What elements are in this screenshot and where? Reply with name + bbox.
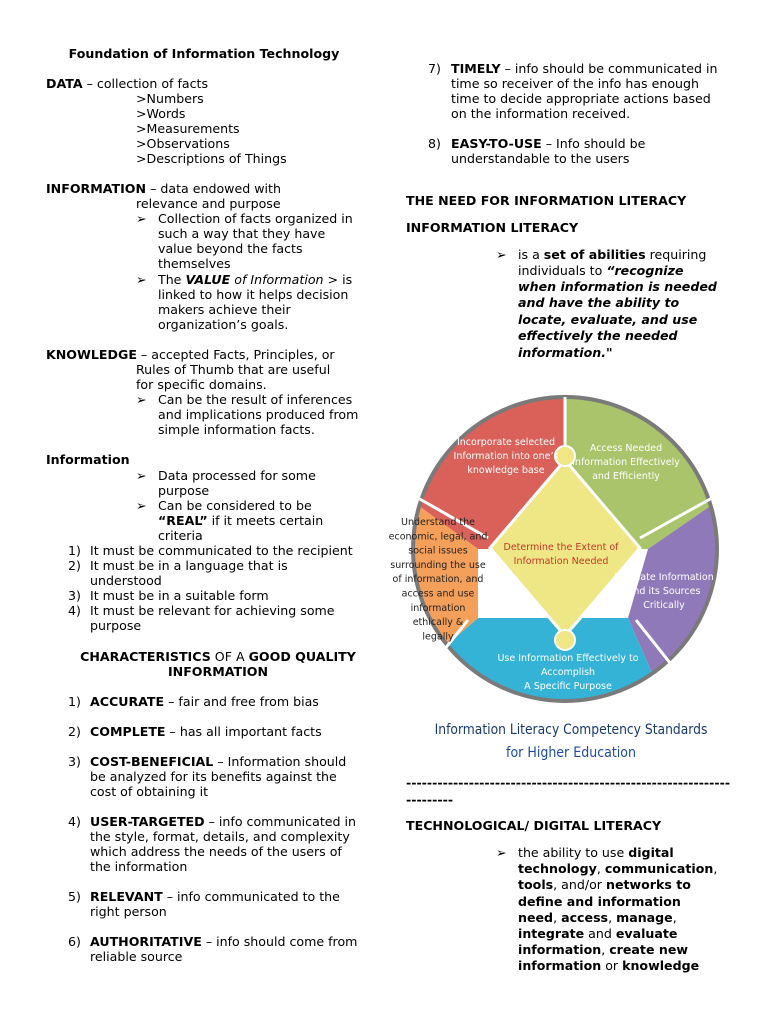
il-quote-line [518, 328, 678, 343]
bullet-line: linked to how it helps decision [158, 287, 349, 302]
real-term: “REAL” [158, 513, 208, 528]
standards-subtitle: for Higher Education [506, 745, 636, 761]
puzzle-label-evaluate: Critically [643, 600, 685, 611]
knowledge-definition [46, 347, 335, 362]
il-bullet-line-2 [518, 263, 684, 278]
knowledge-term: KNOWLEDGE [46, 347, 137, 362]
text: and have the ability to [518, 295, 680, 311]
information-heading: Information [46, 452, 130, 467]
arrow-bullet-icon: ➢ [136, 272, 147, 287]
information-literacy-heading: INFORMATION LITERACY [406, 220, 579, 235]
information-bullet-2 [136, 272, 352, 287]
tech-literacy-line [518, 958, 699, 973]
tech-literacy-line [518, 894, 681, 909]
text: , and/or [553, 877, 606, 893]
list-item: It must be relevant for achieving some [90, 603, 335, 618]
list-item: It must be in a language that is [90, 558, 288, 573]
list-number: 7) [428, 61, 441, 76]
need-heading: THE NEED FOR INFORMATION LITERACY [406, 193, 687, 208]
text: " [605, 344, 613, 360]
text: digital [628, 845, 674, 860]
text: – fair and free from bias [164, 694, 319, 709]
knowledge-def: – accepted Facts, Principles, or [136, 347, 335, 362]
text: integrate [518, 926, 585, 941]
bullet-line [136, 211, 353, 226]
il-bullet-line-1 [496, 247, 706, 262]
text: locate, evaluate, and use [518, 311, 698, 327]
puzzle-label-understand: social issues [408, 545, 468, 557]
characteristic-line: time to decide appropriate actions based [451, 91, 711, 106]
list-item: It must be communicated to the recipient [90, 543, 353, 558]
text: > is [323, 272, 353, 287]
characteristic-term: COMPLETE [90, 724, 166, 739]
text: Can be considered to be [158, 498, 312, 513]
list-number: 1) [68, 694, 81, 709]
knowledge-def-line-3: for specific domains. [136, 377, 267, 392]
arrow-bullet-icon: ➢ [496, 845, 507, 860]
il-quote-0: “recognize [606, 263, 684, 278]
real-line [158, 513, 323, 528]
puzzle-label-understand: access and use [401, 588, 475, 600]
characteristics-title [46, 649, 390, 664]
list-item: understood [90, 573, 162, 588]
characteristic-item [451, 61, 717, 76]
data-item: >Observations [136, 136, 230, 151]
information-literacy-puzzle [388, 388, 722, 710]
characteristic-line: time so receiver of the info has enough [451, 76, 700, 91]
il-quote-line [518, 279, 717, 294]
data-item: >Measurements [136, 121, 240, 136]
text: or [601, 958, 623, 974]
bullet-line: purpose [158, 483, 210, 498]
list-number: 1) [68, 543, 81, 558]
text: access [561, 909, 609, 925]
list-number: 2) [68, 724, 81, 739]
text: – Info should be [541, 136, 646, 151]
data-definition [46, 76, 208, 91]
text: GOOD QUALITY [248, 649, 356, 664]
characteristic-term: TIMELY [451, 61, 501, 76]
data-item: >Words [136, 106, 186, 121]
bullet-line [136, 468, 316, 483]
value-term: VALUE [185, 272, 231, 287]
text: set of abilities [543, 247, 646, 262]
data-def: – collection of facts [82, 76, 209, 91]
text: define and information [518, 893, 681, 909]
list-number: 4) [68, 814, 81, 829]
characteristic-item [90, 694, 319, 709]
characteristic-item [90, 724, 322, 739]
information-term: INFORMATION [46, 181, 147, 196]
text: when information is needed [518, 279, 717, 294]
text: the ability to use [518, 845, 629, 860]
bullet-line: and implications produced from [158, 407, 359, 422]
data-term: DATA [46, 76, 83, 91]
bullet-line: organization’s goals. [158, 317, 289, 332]
il-quote-line [518, 295, 679, 310]
tech-literacy-heading: TECHNOLOGICAL/ DIGITAL LITERACY [406, 818, 662, 833]
text: OF A [210, 649, 249, 664]
puzzle-label-access: Information Effectively [572, 457, 680, 468]
information-criteria-bullet-2 [136, 498, 312, 513]
text: manage [616, 909, 673, 925]
characteristics-title-2: INFORMATION [167, 664, 269, 679]
characteristic-term: AUTHORITATIVE [90, 934, 202, 949]
puzzle-label-understand: information [410, 602, 466, 614]
list-number: 5) [68, 889, 81, 904]
information-definition [46, 181, 281, 196]
text: technology [518, 861, 597, 877]
puzzle-label-incorporate: Incorporate selected [456, 437, 556, 448]
information-def: – data endowed with [146, 181, 281, 196]
characteristic-item [90, 934, 357, 949]
bullet-line: makers achieve their [158, 302, 291, 317]
arrow-bullet-icon: ➢ [136, 211, 147, 226]
text: CHARACTERISTICS [80, 649, 211, 664]
text: create new [609, 942, 689, 958]
arrow-bullet-icon: ➢ [496, 247, 507, 262]
list-number: 8) [428, 136, 441, 151]
puzzle-label-understand: surrounding the use [390, 559, 486, 571]
text: , [608, 909, 617, 925]
bullet-line: such a way that they have [158, 226, 326, 241]
list-number: 2) [68, 558, 81, 573]
data-item: >Numbers [136, 91, 204, 106]
text: , [713, 861, 718, 877]
arrow-bullet-icon: ➢ [136, 468, 147, 483]
text: , [672, 909, 677, 925]
list-item: purpose [90, 618, 142, 633]
characteristic-line: on the information received. [451, 106, 631, 121]
arrow-bullet-icon: ➢ [136, 498, 147, 513]
characteristic-line: which address the needs of the users of [90, 844, 342, 859]
text: – Information should [213, 754, 347, 769]
characteristic-line: understandable to the users [451, 151, 630, 166]
text: if it meets certain [207, 513, 324, 528]
text: knowledge [622, 958, 700, 974]
text: individuals to [518, 263, 607, 278]
tech-literacy-line [518, 877, 691, 892]
of-information: of Information [230, 272, 324, 287]
data-item: >Descriptions of Things [136, 151, 287, 166]
text: need [518, 909, 554, 925]
puzzle-label-incorporate: Information into one’s [453, 451, 559, 462]
puzzle-label-determine: Determine the Extent of [503, 542, 619, 553]
text: networks to [605, 877, 691, 893]
puzzle-label-access: Access Needed [589, 443, 663, 454]
text: , [601, 942, 610, 958]
characteristic-term: USER-TARGETED [90, 814, 205, 829]
tech-literacy-line [518, 910, 677, 925]
characteristic-term: EASY-TO-USE [451, 136, 542, 151]
bullet-line: value beyond the facts [158, 241, 303, 256]
list-item: It must be in a suitable form [90, 588, 269, 603]
characteristic-item [90, 814, 356, 829]
page-title: Foundation of Information Technology [68, 46, 340, 61]
text: is a [518, 247, 544, 262]
characteristic-line: reliable source [90, 949, 183, 964]
characteristic-line: the style, format, details, and complexity [90, 829, 350, 844]
puzzle-label-determine: Information Needed [513, 556, 609, 567]
list-number: 3) [68, 754, 81, 769]
arrow-bullet-icon: ➢ [136, 392, 147, 407]
characteristic-item [90, 754, 346, 769]
characteristic-line: right person [90, 904, 167, 919]
puzzle-label-understand: of information, and [392, 574, 484, 586]
text: Can be the result of inferences [158, 392, 353, 407]
text: , [596, 861, 605, 877]
text: information. [518, 344, 606, 360]
characteristic-term: RELEVANT [90, 889, 163, 904]
tech-literacy-line [518, 942, 688, 957]
characteristic-item [90, 889, 340, 904]
puzzle-label-understand: legally [422, 631, 454, 643]
tech-literacy-line [518, 845, 674, 860]
characteristic-term: COST-BENEFICIAL [90, 754, 214, 769]
text: effectively the needed [518, 328, 678, 344]
text: information [518, 942, 602, 958]
text: evaluate [615, 926, 678, 941]
puzzle-label-evaluate: and its Sources [627, 586, 701, 597]
puzzle-label-understand: Understand the [401, 517, 475, 528]
puzzle-label-evaluate: Evaluate Information [614, 572, 714, 583]
characteristic-item [451, 136, 645, 151]
puzzle-label-use: Use Information Effectively to [497, 653, 639, 664]
il-quote-line [518, 345, 613, 360]
text: , [553, 909, 562, 925]
puzzle-label-understand: ethically & [412, 617, 464, 629]
text: Data processed for some [158, 468, 316, 483]
list-number: 4) [68, 603, 81, 618]
bullet-line: themselves [158, 256, 231, 271]
il-quote-line [518, 312, 697, 327]
puzzle-label-use: A Specific Purpose [524, 681, 612, 692]
puzzle-label-understand: economic, legal, and [388, 531, 488, 543]
text: and [584, 926, 616, 941]
puzzle-label-incorporate: knowledge base [467, 465, 545, 476]
puzzle-label-access: and Efficiently [592, 471, 660, 482]
text: information [518, 958, 602, 974]
information-def-line-2: relevance and purpose [136, 196, 281, 211]
knowledge-def-line-2: Rules of Thumb that are useful [136, 362, 331, 377]
text: communication [604, 861, 714, 877]
criteria-line: criteria [158, 528, 203, 543]
divider-dashes: -------------------------------------------------------------- [406, 775, 731, 790]
bullet-line: simple information facts. [158, 422, 315, 437]
tech-literacy-line [518, 861, 717, 876]
standards-title: Information Literacy Competency Standards [434, 722, 708, 738]
text: Collection of facts organized in [158, 211, 353, 226]
text: – has all important facts [165, 724, 322, 739]
puzzle-label-use: Accomplish [540, 667, 596, 678]
text: requiring [645, 247, 707, 262]
text: – info communicated to the [162, 889, 340, 904]
text: – info should be communicated in [500, 61, 718, 76]
characteristic-line: the information [90, 859, 188, 874]
bullet-line [136, 392, 352, 407]
divider-dashes-2: --------- [406, 792, 454, 807]
text: – info communicated in [204, 814, 356, 829]
text: – info should come from [201, 934, 358, 949]
list-number: 6) [68, 934, 81, 949]
text: tools [518, 877, 554, 893]
text: The [158, 272, 186, 287]
characteristic-term: ACCURATE [90, 694, 165, 709]
characteristic-line: be analyzed for its benefits against the [90, 769, 337, 784]
characteristic-line: cost of obtaining it [90, 784, 209, 799]
list-number: 3) [68, 588, 81, 603]
tech-literacy-line [518, 926, 677, 941]
